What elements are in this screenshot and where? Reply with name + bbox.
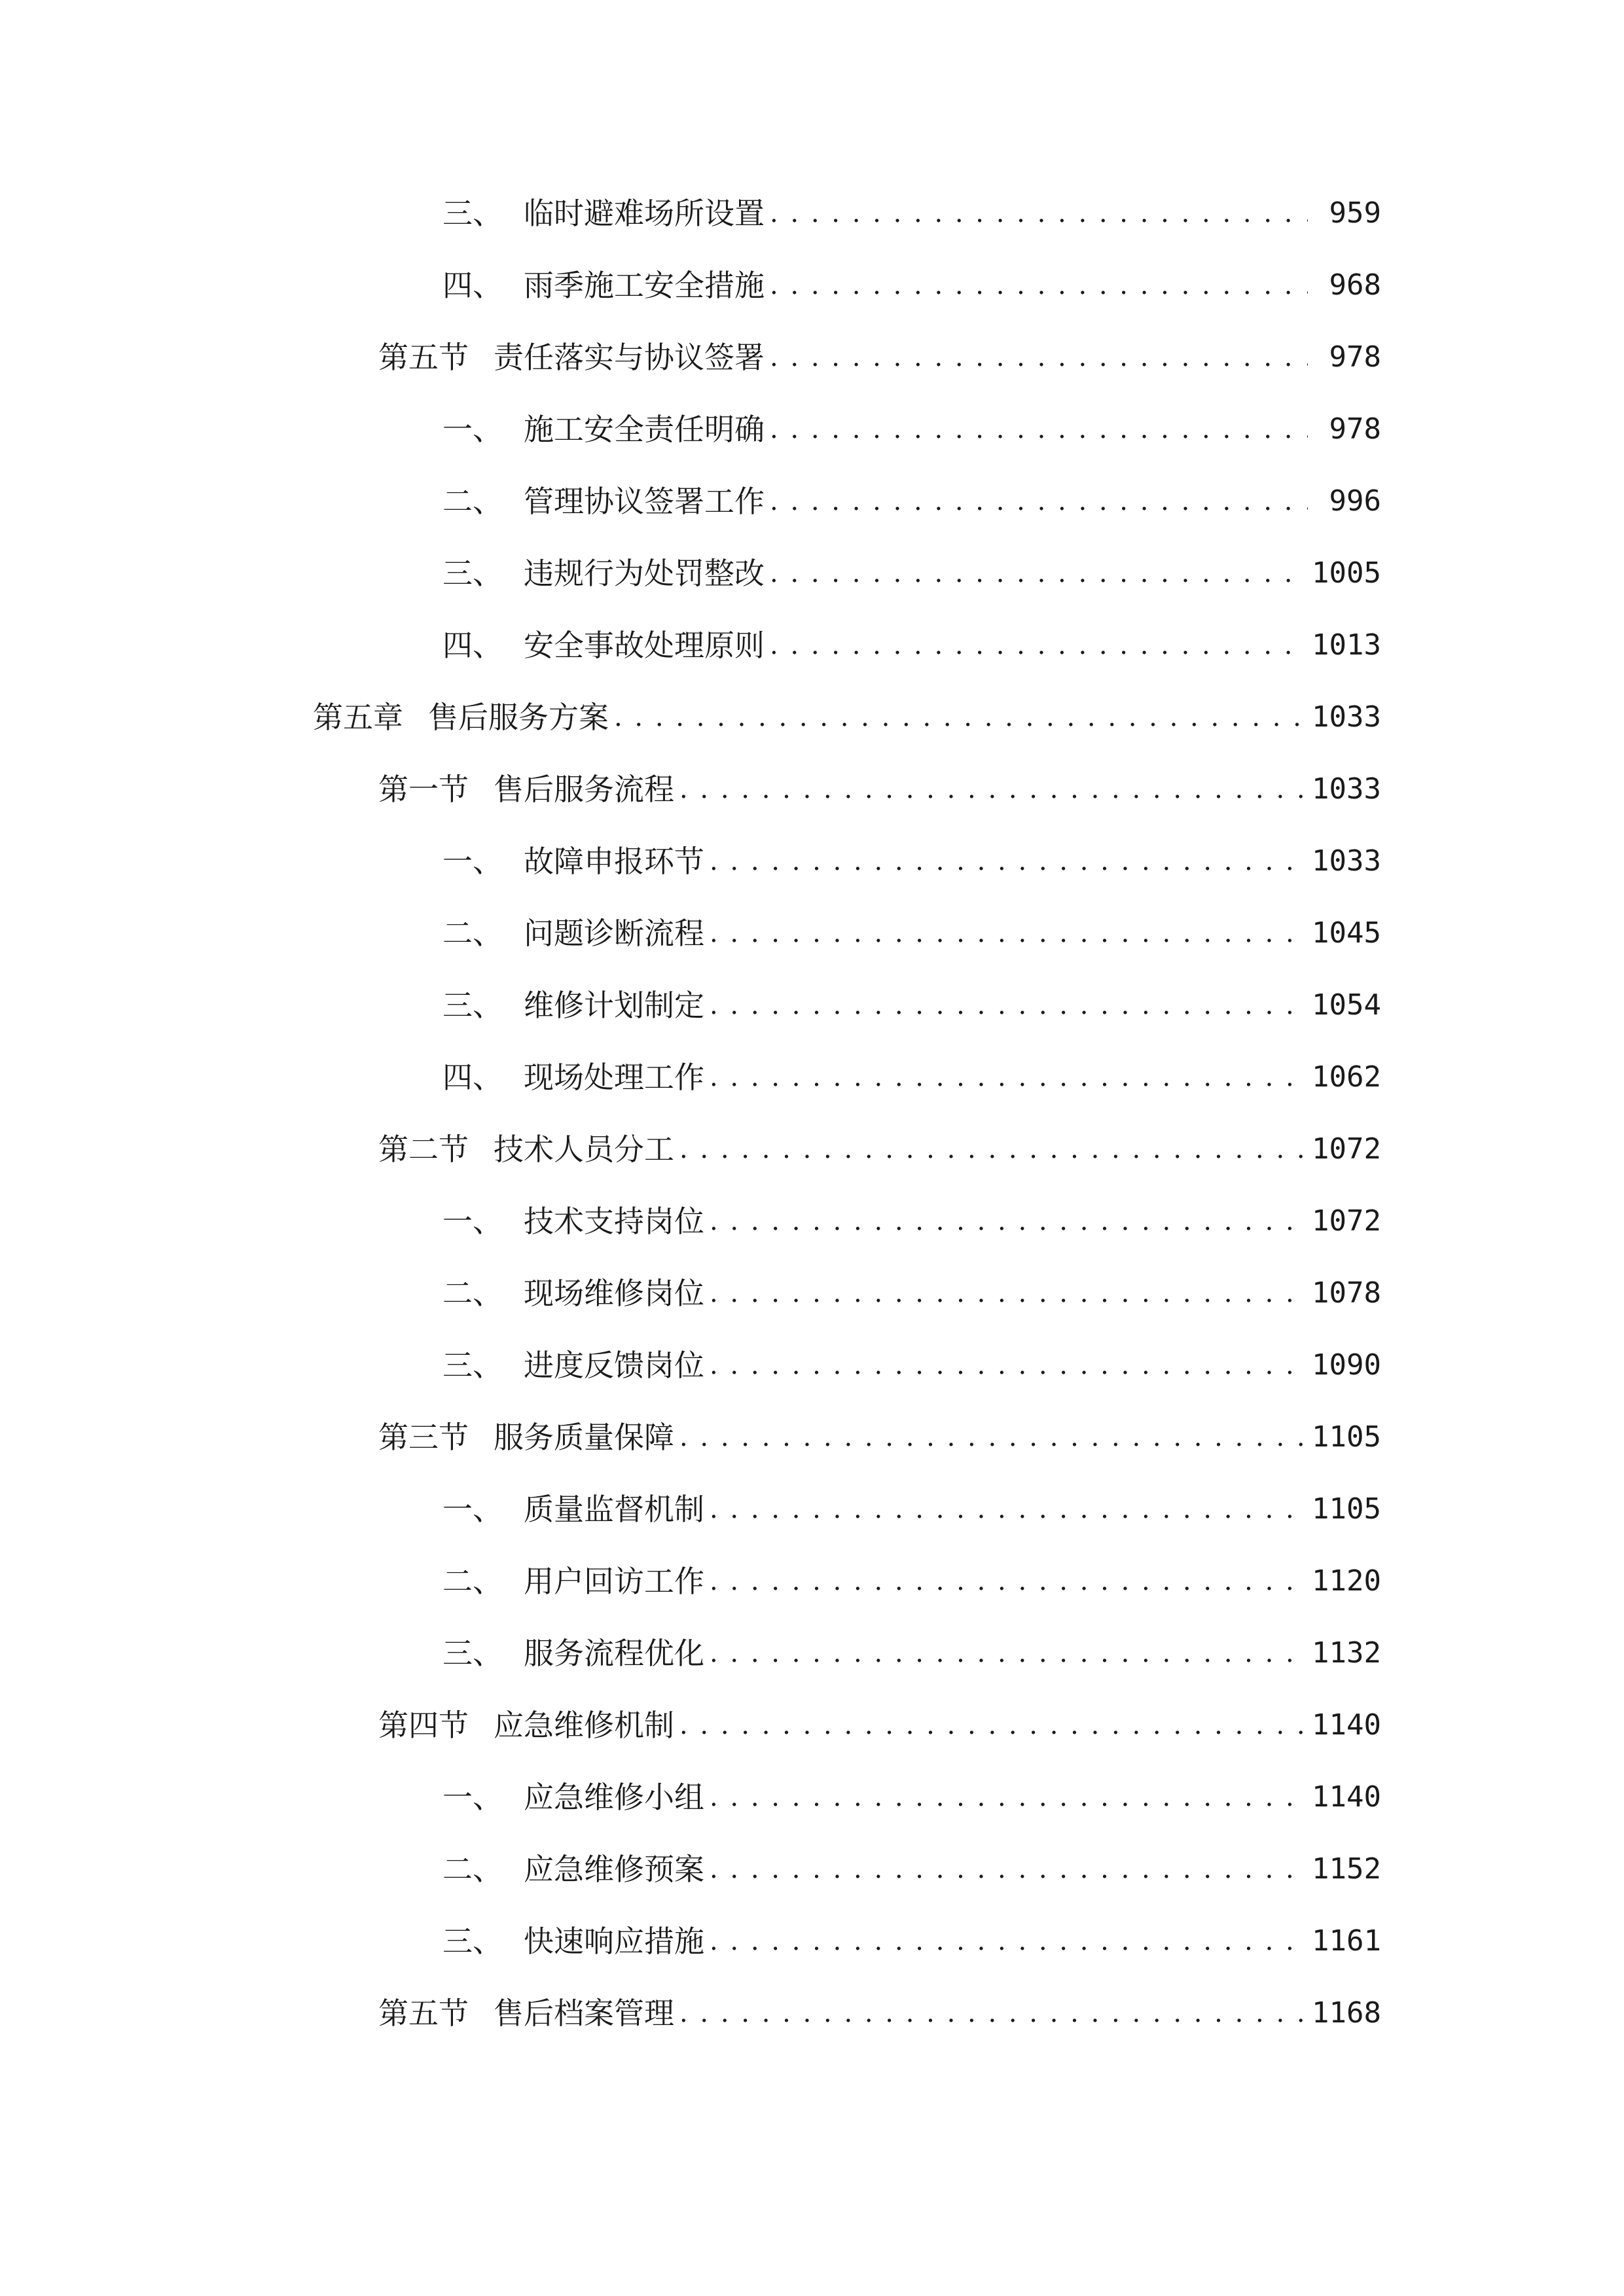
dot-leader	[710, 982, 1304, 1029]
dot-leader	[710, 1486, 1304, 1533]
toc-entry-title: 违规行为处罚整改	[524, 556, 765, 591]
toc-entry-title: 售后档案管理	[494, 1996, 674, 2031]
toc-entry-page: 1168	[1312, 1996, 1381, 2030]
toc-entry-number: 三、	[442, 556, 503, 591]
dot-leader	[710, 1054, 1304, 1101]
toc-entry[interactable]	[378, 334, 1381, 381]
toc-entry[interactable]	[442, 1558, 1381, 1605]
dot-leader	[710, 1270, 1304, 1317]
toc-entry-page: 1045	[1312, 916, 1381, 950]
toc-entry-page: 1033	[1312, 772, 1381, 806]
toc-entry-title: 维修计划制定	[524, 988, 704, 1023]
toc-entry-page: 1161	[1312, 1924, 1381, 1958]
toc-entry-title: 故障申报环节	[524, 844, 704, 879]
toc-entry-page: 1013	[1312, 628, 1381, 662]
dot-leader	[770, 622, 1304, 669]
toc-entry-title: 服务质量保障	[494, 1420, 674, 1455]
toc-entry[interactable]	[442, 406, 1381, 453]
toc-entry-page: 1152	[1312, 1852, 1381, 1886]
toc-entry-page: 978	[1329, 340, 1381, 374]
toc-entry[interactable]	[442, 478, 1381, 525]
toc-entry-number: 一、	[442, 1780, 503, 1815]
toc-entry-title: 临时避难场所设置	[524, 196, 765, 231]
dot-leader	[679, 1990, 1304, 2037]
toc-entry-title: 应急维修预案	[524, 1852, 704, 1887]
dot-leader	[710, 1846, 1304, 1893]
dot-leader	[710, 1630, 1304, 1677]
toc-entry-page: 1078	[1312, 1276, 1381, 1310]
dot-leader	[710, 838, 1304, 885]
toc-entry[interactable]	[442, 1054, 1381, 1101]
toc-entry-title: 应急维修小组	[524, 1780, 704, 1815]
toc-entry-page: 1132	[1312, 1636, 1381, 1670]
toc-entry-title: 责任落实与协议签署	[494, 340, 765, 375]
toc-entry[interactable]	[442, 910, 1381, 957]
toc-entry-title: 应急维修机制	[494, 1708, 674, 1743]
toc-entry-title: 问题诊断流程	[524, 916, 704, 951]
toc-entry-number: 四、	[442, 628, 503, 663]
toc-entry-page: 1120	[1312, 1564, 1381, 1598]
toc-entry-title: 技术支持岗位	[524, 1204, 704, 1239]
dot-leader	[710, 1918, 1304, 1965]
dot-leader	[710, 1558, 1304, 1605]
toc-entry-page: 1005	[1312, 556, 1381, 590]
toc-entry[interactable]	[442, 1846, 1381, 1893]
toc-entry-number: 第二节	[378, 1132, 469, 1167]
toc-entry-page: 1054	[1312, 988, 1381, 1022]
toc-entry[interactable]	[313, 694, 1381, 741]
toc-entry-number: 一、	[442, 412, 503, 447]
toc-entry-number: 第五节	[378, 340, 469, 375]
toc-entry-title: 安全事故处理原则	[524, 628, 765, 663]
dot-leader	[679, 1702, 1304, 1749]
toc-entry-page: 1033	[1312, 844, 1381, 878]
toc-entry-number: 三、	[442, 988, 503, 1023]
toc-entry-number: 二、	[442, 1564, 503, 1599]
dot-leader	[770, 190, 1308, 237]
toc-entry-page: 1062	[1312, 1060, 1381, 1094]
toc-entry-title: 现场维修岗位	[524, 1276, 704, 1311]
toc-entry-number: 第五章	[313, 700, 403, 735]
toc-entry-number: 二、	[442, 484, 503, 519]
toc-entry-title: 服务流程优化	[524, 1636, 704, 1671]
dot-leader	[770, 550, 1304, 597]
toc-entry-title: 售后服务流程	[494, 772, 674, 807]
toc-entry-title: 雨季施工安全措施	[524, 268, 765, 303]
toc-entry-number: 三、	[442, 1348, 503, 1383]
toc-entry-title: 管理协议签署工作	[524, 484, 765, 519]
toc-entry[interactable]	[378, 766, 1381, 813]
dot-leader	[710, 1342, 1304, 1389]
toc-entry-page: 959	[1329, 196, 1381, 230]
toc-entry-number: 三、	[442, 1924, 503, 1959]
toc-entry[interactable]	[442, 1918, 1381, 1965]
toc-entry[interactable]	[442, 982, 1381, 1029]
toc-entry-number: 一、	[442, 1492, 503, 1527]
toc-entry-number: 三、	[442, 196, 503, 231]
toc-entry-number: 第五节	[378, 1996, 469, 2031]
toc-entry[interactable]	[442, 1774, 1381, 1821]
toc-entry-page: 978	[1329, 412, 1381, 446]
toc-entry-page: 1140	[1312, 1780, 1381, 1814]
toc-entry[interactable]	[442, 1630, 1381, 1677]
toc-entry-page: 1072	[1312, 1132, 1381, 1166]
toc-entry-number: 第三节	[378, 1420, 469, 1455]
dot-leader	[679, 766, 1304, 813]
toc-entry-title: 售后服务方案	[428, 700, 609, 735]
toc-entry[interactable]	[378, 1702, 1381, 1749]
toc-entry-title: 技术人员分工	[494, 1132, 674, 1167]
toc-entry-number: 二、	[442, 1276, 503, 1311]
toc-entry[interactable]	[378, 1126, 1381, 1173]
toc-entry[interactable]	[378, 1414, 1381, 1461]
toc-entry-title: 施工安全责任明确	[524, 412, 765, 447]
toc-entry-title: 快速响应措施	[524, 1924, 704, 1959]
toc-entry[interactable]	[442, 1342, 1381, 1389]
toc-entry-title: 用户回访工作	[524, 1564, 704, 1599]
dot-leader	[614, 694, 1304, 741]
toc-entry-page: 1072	[1312, 1204, 1381, 1238]
toc-entry-page: 968	[1329, 268, 1381, 302]
dot-leader	[770, 262, 1308, 309]
toc-entry[interactable]	[442, 190, 1381, 237]
toc-entry-number: 四、	[442, 1060, 503, 1095]
toc-entry-number: 一、	[442, 844, 503, 879]
toc-entry[interactable]	[442, 262, 1381, 309]
dot-leader	[710, 1198, 1304, 1245]
toc-entry[interactable]	[442, 550, 1381, 597]
toc-entry-page: 1105	[1312, 1492, 1381, 1526]
toc-entry-page: 1140	[1312, 1708, 1381, 1742]
dot-leader	[710, 1774, 1304, 1821]
toc-entry[interactable]	[442, 1270, 1381, 1317]
toc-entry-title: 进度反馈岗位	[524, 1348, 704, 1383]
toc-entry-number: 四、	[442, 268, 503, 303]
toc-entry-number: 三、	[442, 1636, 503, 1671]
toc-entry-title: 质量监督机制	[524, 1492, 704, 1527]
dot-leader	[679, 1126, 1304, 1173]
dot-leader	[710, 910, 1304, 957]
toc-entry-page: 1033	[1312, 700, 1381, 734]
dot-leader	[770, 334, 1308, 381]
toc-entry-number: 第四节	[378, 1708, 469, 1743]
toc-entry-number: 二、	[442, 1852, 503, 1887]
toc-entry-number: 二、	[442, 916, 503, 951]
toc-entry[interactable]	[442, 1486, 1381, 1533]
toc-entry-number: 一、	[442, 1204, 503, 1239]
toc-entry[interactable]	[442, 622, 1381, 669]
dot-leader	[770, 406, 1308, 453]
toc-entry[interactable]	[378, 1990, 1381, 2037]
dot-leader	[679, 1414, 1304, 1461]
toc-entry-page: 1105	[1312, 1420, 1381, 1454]
toc-entry-page: 1090	[1312, 1348, 1381, 1382]
toc-entry[interactable]	[442, 838, 1381, 885]
toc-entry[interactable]	[442, 1198, 1381, 1245]
toc-entry-page: 996	[1329, 484, 1381, 518]
toc-entry-title: 现场处理工作	[524, 1060, 704, 1095]
dot-leader	[770, 478, 1308, 525]
toc-entry-number: 第一节	[378, 772, 469, 807]
